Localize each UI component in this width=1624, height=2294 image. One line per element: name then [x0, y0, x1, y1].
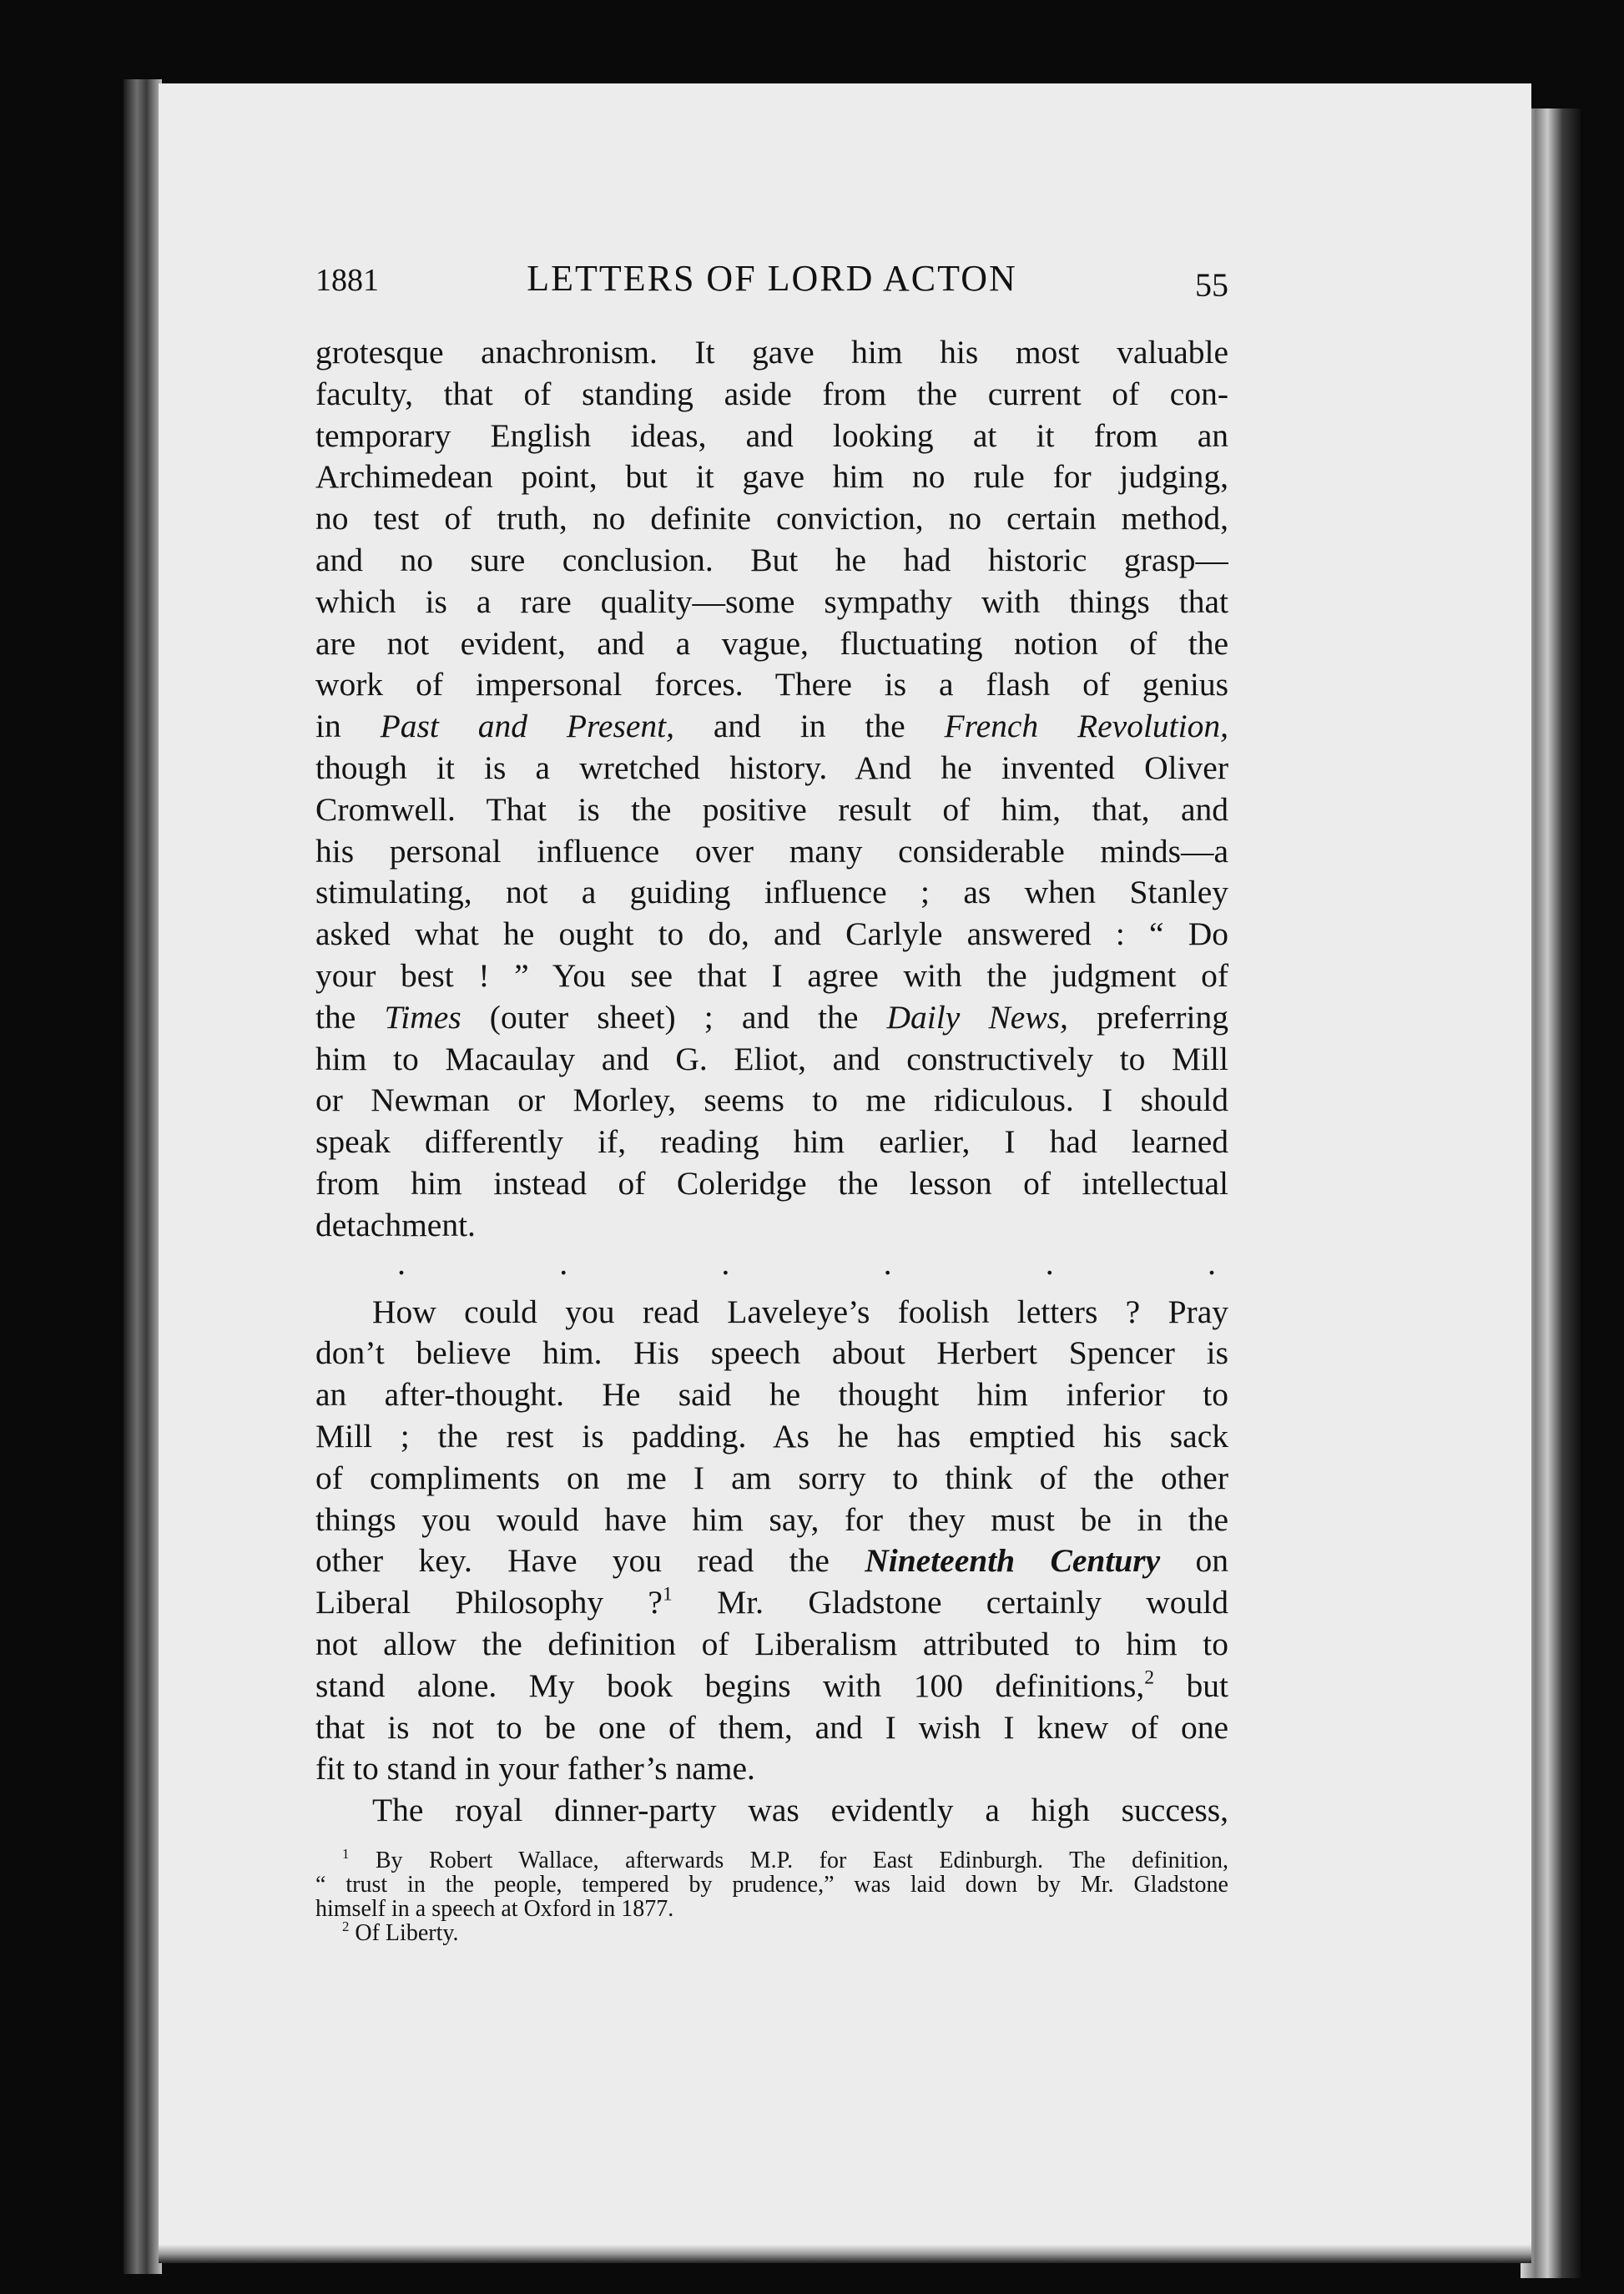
text-line	[315, 1582, 1228, 1624]
text-line: Cromwell. That is the positive result of him, that, and	[315, 790, 1228, 828]
italic-title: Times	[384, 998, 461, 1036]
text-run: stand alone. My book begins with 100 definitions,	[315, 1666, 1145, 1704]
footnote-ref: 2	[1144, 1666, 1155, 1689]
ellipsis-dot: .	[1207, 1243, 1216, 1282]
text-line: fit to stand in your father’s name.	[315, 1750, 755, 1787]
footnote-mark: 1	[342, 1846, 350, 1863]
text-line: and no sure conclusion. But he had historic grasp—	[315, 541, 1228, 578]
italic-title: Past and Present,	[380, 708, 674, 745]
text-line	[315, 997, 1228, 1039]
body-text	[315, 332, 1228, 1832]
text-line: Mill ; the rest is padding. As he has emptied his sack	[315, 1417, 1228, 1455]
text-run: the	[315, 998, 385, 1036]
text-line: his personal influence over many considerable minds—a	[315, 832, 1228, 870]
text-line: speak differently if, reading him earlier, I had learned	[315, 1123, 1228, 1161]
text-line: an after-thought. He said he thought him inferior to	[315, 1376, 1228, 1414]
text-line: no test of truth, no definite conviction, no certain method,	[315, 500, 1228, 537]
text-line: How could you read Laveleye’s foolish letters ? Pray	[372, 1293, 1228, 1330]
text-line: stimulating, not a guiding influence ; as when Stanley	[315, 874, 1228, 911]
running-title: LETTERS OF LORD ACTON	[527, 258, 1017, 299]
italic-title: French Revolution,	[944, 708, 1228, 745]
text-run: but	[1154, 1666, 1228, 1704]
text-line: of compliments on me I am sorry to think of the other	[315, 1459, 1228, 1496]
ellipsis-break	[315, 1243, 1228, 1292]
text-line: him to Macaulay and G. Eliot, and constructively to Mill	[315, 1040, 1228, 1077]
text-run: (outer sheet) ; and the	[461, 998, 887, 1036]
footnote-line: himself in a speech at Oxford in 1877.	[315, 1896, 674, 1922]
header-year: 1881	[315, 263, 379, 298]
text-run: other key. Have you read the	[315, 1542, 865, 1580]
text-run: in	[315, 708, 381, 745]
footnotes	[315, 1848, 1228, 1945]
text-run: By Robert Wallace, afterwards M.P. for East Edinburgh. The definition,	[349, 1848, 1228, 1873]
italic-title: Nineteenth Century	[865, 1542, 1161, 1580]
text-line: not allow the definition of Liberalism attributed to him to	[315, 1625, 1228, 1662]
text-line: faculty, that of standing aside from the current of con-	[315, 375, 1228, 412]
text-line	[315, 1666, 1228, 1707]
text-line: work of impersonal forces. There is a flash of genius	[315, 666, 1228, 703]
text-line	[315, 706, 1228, 748]
text-run: preferring	[1067, 998, 1228, 1036]
footnote-line	[315, 1848, 1228, 1873]
text-line: that is not to be one of them, and I wish I knew of one	[315, 1708, 1228, 1746]
footnote-line	[315, 1918, 1228, 1946]
text-run: Liberal Philosophy ?	[315, 1584, 663, 1621]
page-bottom-edge	[159, 2245, 1531, 2263]
text-run: Mr. Gladstone certainly would	[672, 1584, 1228, 1621]
text-line: detachment.	[315, 1206, 476, 1243]
footnote-ref: 1	[662, 1583, 673, 1606]
text-line: Archimedean point, but it gave him no rule for judging,	[315, 458, 1228, 496]
text-line: your best ! ” You see that I agree with the judgment of	[315, 956, 1228, 994]
text-run: Of Liberty.	[349, 1920, 459, 1946]
running-header	[315, 257, 1228, 307]
text-line: The royal dinner-party was evidently a high success,	[372, 1792, 1228, 1829]
text-line	[315, 1540, 1228, 1582]
text-run: and in the	[673, 708, 945, 745]
book-binding-edge	[124, 79, 162, 2274]
ellipsis-dot: .	[559, 1243, 568, 1282]
footnote-mark: 2	[342, 1918, 350, 1935]
text-line: are not evident, and a vague, fluctuating notion of the	[315, 624, 1228, 662]
text-line: temporary English ideas, and looking at it from an	[315, 416, 1228, 454]
page-number: 55	[1195, 266, 1228, 304]
text-line: or Newman or Morley, seems to me ridiculous. I should	[315, 1081, 1228, 1119]
text-run: on	[1160, 1542, 1228, 1580]
ellipsis-dot: .	[1045, 1243, 1054, 1282]
text-line: grotesque anachronism. It gave him his most valuable	[315, 334, 1228, 371]
text-line: which is a rare quality—some sympathy with things that	[315, 582, 1228, 620]
text-line: though it is a wretched history. And he invented Oliver	[315, 749, 1228, 786]
ellipsis-dot: .	[397, 1243, 406, 1282]
text-line: from him instead of Coleridge the lesson of intellectual	[315, 1164, 1228, 1202]
ellipsis-dot: .	[883, 1243, 892, 1282]
italic-title: Daily News,	[886, 998, 1068, 1036]
ellipsis-dot: .	[721, 1243, 730, 1282]
text-line: don’t believe him. His speech about Herbert Spencer is	[315, 1334, 1228, 1372]
text-line: asked what he ought to do, and Carlyle answered : “ Do	[315, 915, 1228, 953]
footnote-line: “ trust in the people, tempered by prudence,” was laid down by Mr. Gladstone	[315, 1872, 1228, 1898]
text-line: things you would have him say, for they must be in the	[315, 1500, 1228, 1538]
